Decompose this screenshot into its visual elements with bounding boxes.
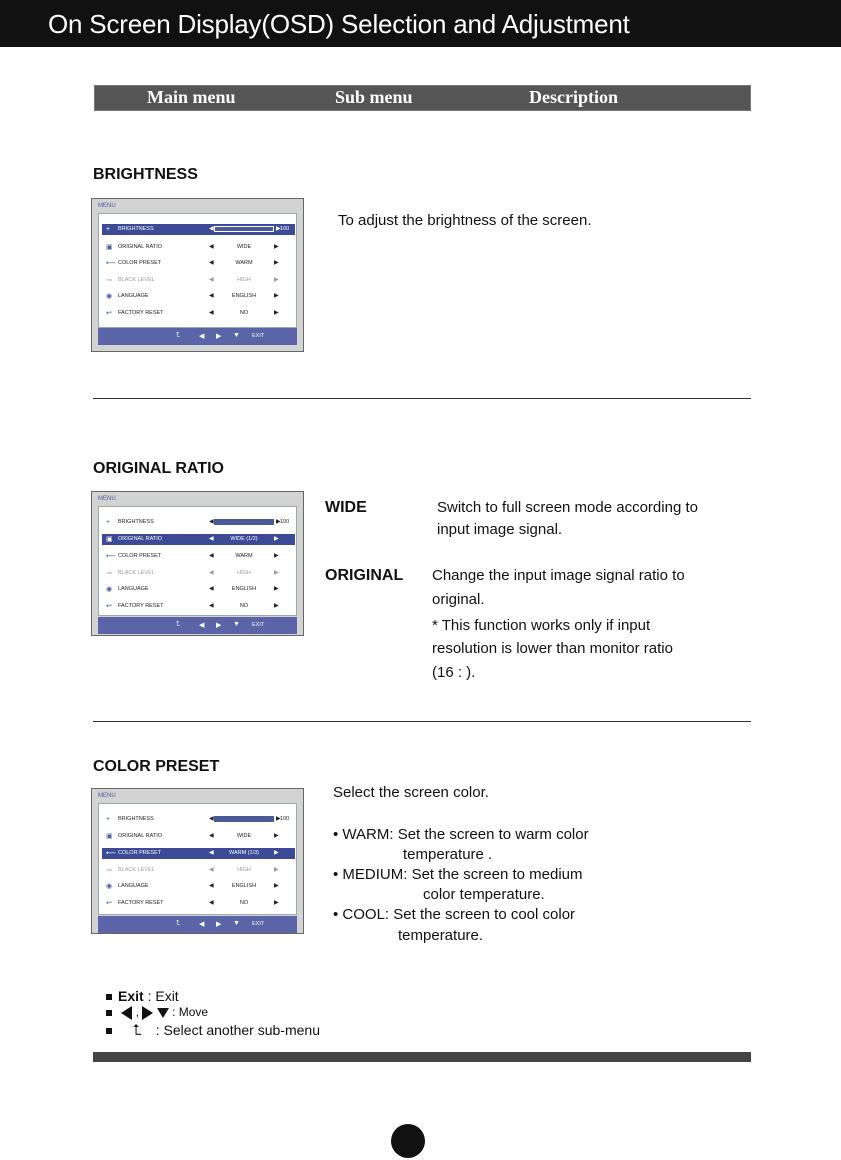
original-term: ORIGINAL bbox=[325, 567, 404, 584]
color-preset-intro: Select the screen color. bbox=[333, 784, 489, 801]
right-arrow-icon: ▶ bbox=[216, 333, 222, 340]
medium-line-1: • MEDIUM: Set the screen to medium bbox=[333, 866, 583, 883]
page-number-badge bbox=[391, 1124, 425, 1158]
language-icon: ◉ bbox=[106, 293, 113, 300]
select-icon: ⮤ bbox=[176, 332, 181, 339]
brightness-description: To adjust the brightness of the screen. bbox=[338, 212, 592, 229]
warm-line-2: temperature . bbox=[403, 846, 493, 863]
cool-line-2: temperature. bbox=[398, 927, 484, 944]
osd-row-black-level: ⊸ BLACK LEVEL ◀ HIGH ▶ bbox=[106, 277, 279, 284]
left-triangle-icon bbox=[121, 1006, 132, 1020]
wide-line-1: Switch to full screen mode according to bbox=[437, 499, 698, 516]
left-arrow-icon: ◀ bbox=[199, 333, 205, 340]
section-title-color-preset: COLOR PRESET bbox=[93, 758, 220, 775]
ratio-icon: ▣ bbox=[106, 244, 113, 251]
osd-row-ratio: ▣ ORIGINAL RATIO ◀ WIDE ▶ bbox=[106, 244, 279, 251]
down-arrow-icon: ▼ bbox=[233, 332, 240, 339]
legend-select: ⮤ : Select another sub-menu bbox=[106, 1022, 320, 1039]
black-level-icon: ⊸ bbox=[106, 277, 112, 284]
cool-line-1: • COOL: Set the screen to cool color bbox=[333, 906, 576, 923]
original-line-2: original. bbox=[432, 591, 485, 608]
osd-row-factory-reset: ↩ FACTORY RESET ◀ NO ▶ bbox=[106, 310, 279, 317]
page-title: On Screen Display(OSD) Selection and Adjustment bbox=[48, 9, 630, 39]
legend-exit: Exit : Exit bbox=[106, 988, 179, 1004]
wide-line-2: input image signal. bbox=[437, 521, 563, 538]
note-line-1: * This function works only if input bbox=[432, 617, 651, 634]
osd-row-brightness: + BRIGHTNESS ◀ ▶ 100 bbox=[102, 224, 295, 235]
divider bbox=[93, 721, 751, 722]
legend-move: , : Move bbox=[106, 1005, 208, 1020]
original-line-1: Change the input image signal ratio to bbox=[432, 567, 685, 584]
column-header-bar bbox=[94, 85, 751, 111]
header-sub-menu: Sub menu bbox=[335, 87, 413, 107]
right-triangle-icon bbox=[142, 1006, 153, 1020]
wide-term: WIDE bbox=[325, 499, 367, 516]
header-main-menu: Main menu bbox=[147, 87, 236, 107]
bottom-rule bbox=[93, 1052, 751, 1062]
note-line-3: (16 : ). bbox=[432, 664, 476, 681]
osd-row-color-preset: ⟵ COLOR PRESET ◀ WARM ▶ bbox=[106, 260, 279, 267]
section-title-original-ratio: ORIGINAL RATIO bbox=[93, 460, 224, 477]
osd-color-preset: MENU + BRIGHTNESS ◀ ▶ 100 ▣ ORIGINAL RATIO ◀ WIDE ▶ ⟵ COLOR PRESET ◀ WARM (1/3) ▶ ⊸ BLACK LEVEL ◀ HIGH ▶ ◉ LANGUAGE ◀ ENGLISH ▶ ↩ FACTORY RESET ◀ NO ▶ ⮤ ◀ ▶ ▼ EXIT bbox=[91, 788, 304, 934]
divider bbox=[93, 398, 751, 399]
note-line-2: resolution is lower than monitor ratio bbox=[432, 640, 673, 657]
title-bar bbox=[0, 0, 841, 47]
factory-reset-icon: ↩ bbox=[106, 310, 112, 317]
osd-original-ratio: MENU + BRIGHTNESS ◀ ▶ 100 ▣ ORIGINAL RATIO ◀ WIDE (1/2) ▶ ⟵ COLOR PRESET ◀ WARM ▶ ⊸ BLACK LEVEL ◀ HIGH ▶ ◉ LANGUAGE ◀ ENGLISH ▶ ↩ FACTORY RESET ◀ NO ▶ ⮤ ◀ ▶ ▼ EXIT bbox=[91, 491, 304, 636]
header-description: Description bbox=[529, 87, 618, 107]
osd-button-bar: ⮤ ◀ ▶ ▼ EXIT bbox=[98, 328, 297, 345]
medium-line-2: color temperature. bbox=[423, 886, 545, 903]
osd-row-language: ◉ LANGUAGE ◀ ENGLISH ▶ bbox=[106, 293, 279, 300]
brightness-icon: + bbox=[106, 226, 111, 233]
select-submenu-icon: ⮤ bbox=[132, 1022, 142, 1039]
section-title-brightness: BRIGHTNESS bbox=[93, 166, 198, 183]
warm-line-1: • WARM: Set the screen to warm color bbox=[333, 826, 589, 843]
down-triangle-icon bbox=[157, 1008, 169, 1018]
osd-brightness: MENU + BRIGHTNESS ◀ ▶ 100 ▣ ORIGINAL RATIO ◀ WIDE ▶ ⟵ COLOR PRESET ◀ WARM ▶ ⊸ BLACK LEVEL ◀ HIGH ▶ ◉ LANGUAGE ◀ ENGLISH ▶ ↩ FACTORY RESET ◀ NO ▶ ⮤ ◀ ▶ ▼ EXIT bbox=[91, 198, 304, 352]
color-preset-icon: ⟵ bbox=[106, 260, 117, 267]
